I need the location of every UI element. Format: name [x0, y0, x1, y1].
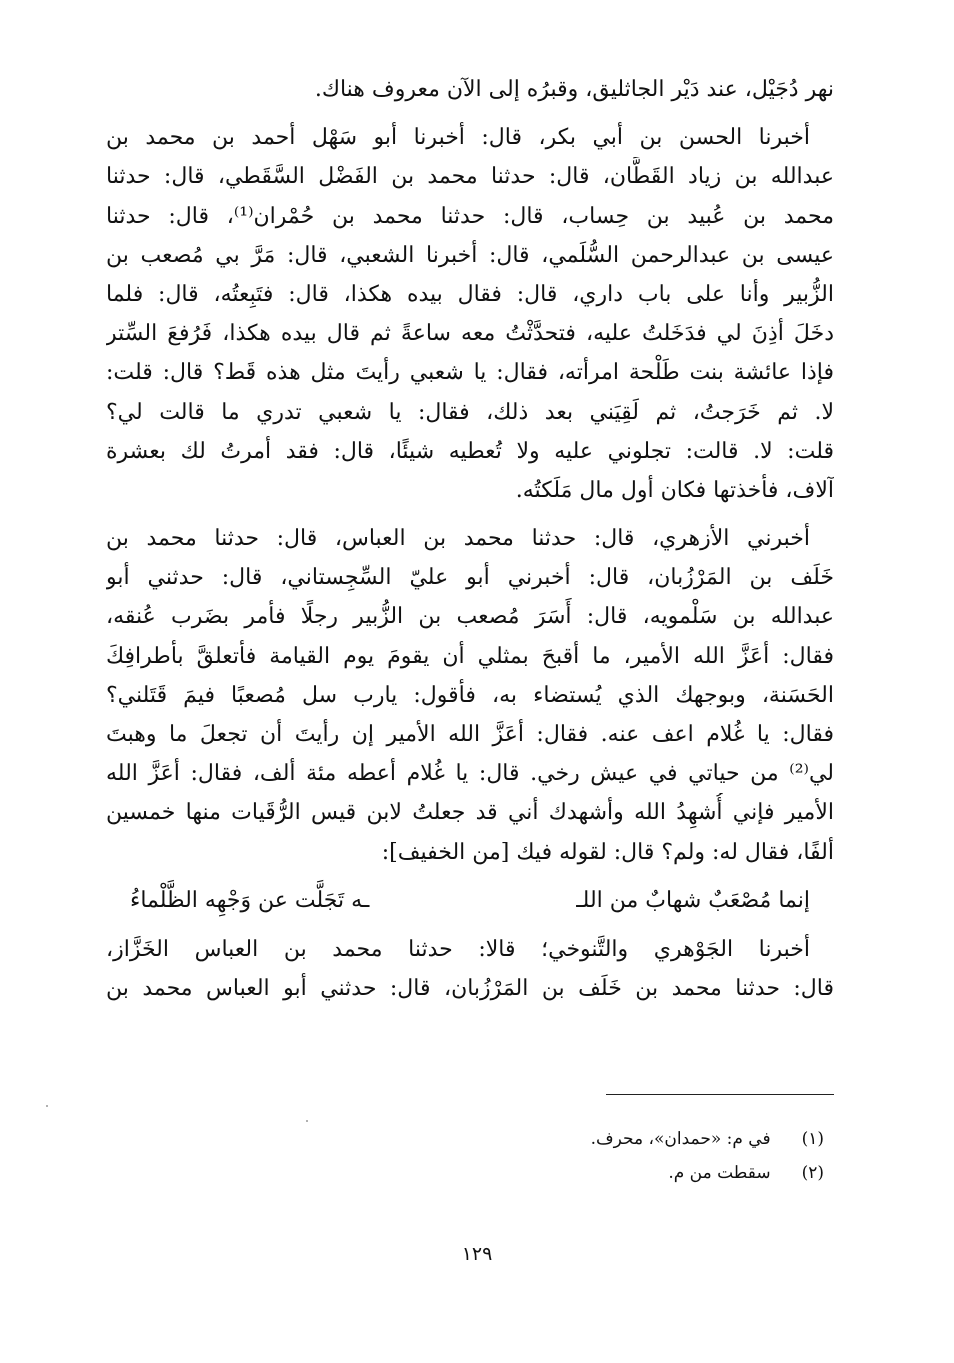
- verse-first-hemistich: إنما مُصْعَبٌ شهابٌ من اللـ: [576, 887, 810, 913]
- text-line: نهر دُجَيْل، عند دَيْر الجاثليق، وقبرُه إلى الآن معروف هناك.: [314, 77, 834, 102]
- text-line: أخبرنا الجَوْهري والتَّنوخي؛ قالا: حدثنا محمد بن العباس الخَزَّاز،: [106, 936, 810, 962]
- text-line: لي⁽²⁾ من حياتي في عيش رخي. قال: يا غُلام أعطه مئة ألف، فقال: أعَزَّ الله: [106, 761, 834, 787]
- opening-paragraph: [106, 70, 834, 109]
- text-line: خَلَف بن المَرْزُبان، قال: أخبرني أبو عليّ السِّجِستاني، قال: حدثني أبو: [106, 565, 834, 591]
- text-line: فإذا عائشة بنت طَلْحة امرأته، فقال: يا شعبي رأيتَ مثل هذه قَط؟ قال: قلت:: [106, 360, 834, 386]
- footnote: [224, 1122, 824, 1156]
- text-line: آلاف، فأخذتها فكان أول مال مَلَكتُه.: [515, 477, 834, 503]
- text-line: عبدالله بن زياد القَطَّان، قال: حدثنا محمد بن الفَضْل السَّقَطي، قال: حدثنا: [106, 164, 834, 190]
- page-number: ١٢٩: [461, 1243, 493, 1265]
- text-line: عبدالله بن سَلْمويه، قال: أَسَرَ مُصعب بن الزُّبير رجلًا فأمر بضَرب عُنقه،: [106, 604, 834, 630]
- text-line: أخبرنا الحسن بن أبي بكر، قال: أخبرنا أبو سَهْل أحمد بن محمد بن: [106, 125, 810, 151]
- footnote-text: في م: «حمدان»، محرف.: [590, 1129, 771, 1149]
- text-line: عيسى بن عبدالرحمن السُّلَمي، قال: أخبرنا الشعبي، قال: مَرَّ بي مُصعب بن: [106, 242, 834, 268]
- text-line: فقال: أعَزَّ الله الأمير، ما أقبحَ بمثلي أن يقومَ يوم القيامة فأتعلقَّ بأطرافِكَ: [106, 643, 834, 669]
- text-line: قال: حدثنا محمد بن خَلَف بن المَرْزُبان، قال: حدثني أبو العباس محمد بن: [106, 975, 834, 1001]
- text-line: الأمير فإني أُشهِدُ الله وأشهدك أني قد جعلتُ لابن قيس الرُّقَيات منها خمسين: [106, 800, 834, 826]
- text-line: لا. ثم خَرَجتُ، ثم لَقِيَني بعد ذلك، فقال: يا شعبي تدري ما قالت لي؟: [106, 399, 834, 425]
- text-line: ألفًا، فقال له: ولم؟ قال: لقوله فيك [من الخفيف]:: [381, 839, 834, 865]
- text-line: الزُّبير وأنا على باب داري، قال: فقال بيده هكذا، قال: فتَبِعتُه، قال: فلما: [106, 281, 834, 307]
- paragraph-shabi: [106, 118, 834, 510]
- footnote-separator: [606, 1094, 834, 1095]
- text-line: الحَسَنة، وبوجهك الذي يُستضاء به، فأقول: يارب سل مُصعبًا فيمَ قَتَلني؟: [106, 682, 834, 708]
- text-line: محمد بن عُبيد بن حِساب، قال: حدثنا محمد بن حُمْران⁽¹⁾، قال: حدثنا: [106, 203, 834, 229]
- scan-speck: [306, 1120, 308, 1122]
- footnote-number: (١): [801, 1129, 824, 1149]
- footnotes: [224, 1122, 824, 1190]
- poem-verse: [106, 881, 834, 921]
- footnote-text: سقطت من م.: [668, 1163, 771, 1183]
- text-line: فقال: يا غُلام اعف عنه. فقال: أعَزَّ الله الأمير إن رأيتَ أن تجعلَ ما وهبتَ: [106, 722, 834, 747]
- text-line: دخَلَ أذِنَ لي فدَخَلتُ عليه، فتحدَّثْتُ معه ساعةً ثم قال بيده هكذا، فَرُفعَ السِّتر: [106, 321, 834, 347]
- scan-speck: [46, 1105, 48, 1107]
- footnote-number: (٢): [801, 1163, 824, 1183]
- paragraph-jawhari: [106, 930, 834, 1008]
- main-text: [106, 70, 834, 1017]
- footnote: [224, 1156, 824, 1190]
- paragraph-azhari: [106, 519, 834, 872]
- text-line: قلت: لا. قالت: تجلوني عليه ولا تُعطيه شيئًا، قال: فقد أمرتُ لك بعشرة: [106, 438, 834, 464]
- text-line: أخبرني الأزهري، قال: حدثنا محمد بن العباس، قال: حدثنا محمد بن: [106, 526, 810, 552]
- verse-second-hemistich: ـه تَجَلَّت عن وَجْهِه الظَّلْماءُ: [130, 887, 370, 913]
